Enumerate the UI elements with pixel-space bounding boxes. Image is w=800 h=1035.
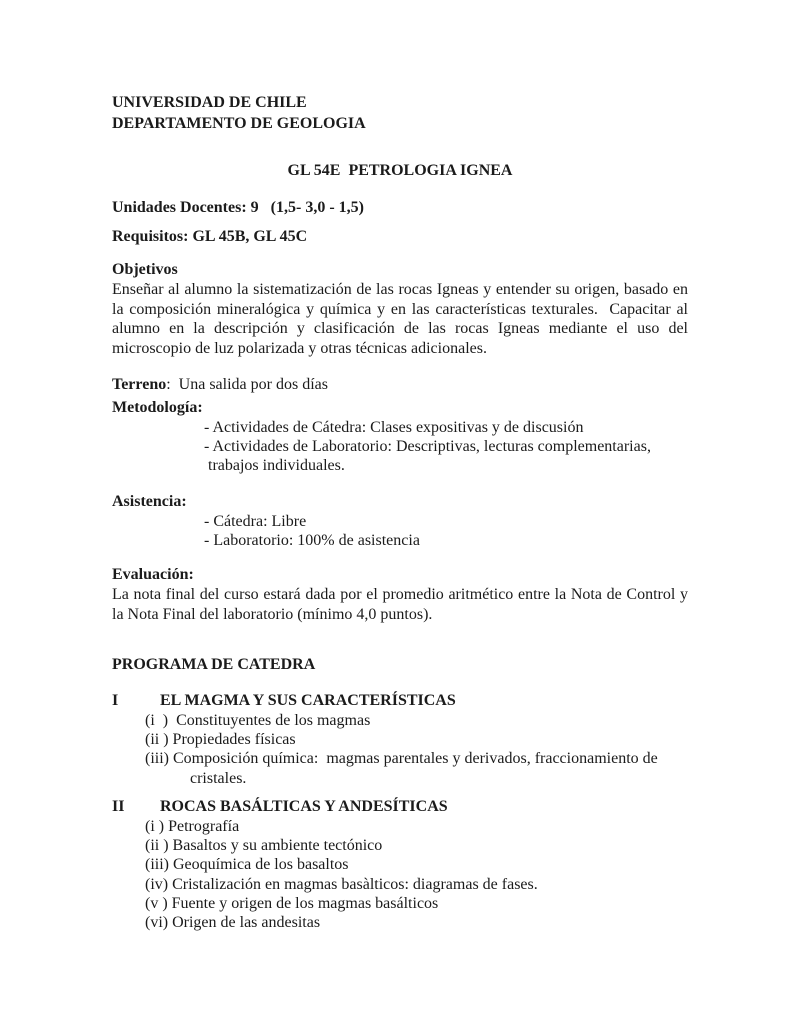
objetivos-heading: Objetivos <box>112 261 178 278</box>
section-item: (iii) Composición química: magmas parentales y derivados, fraccionamiento de <box>145 750 658 768</box>
metodologia-heading: Metodología: <box>112 398 203 416</box>
programa-section-1-head <box>112 691 688 711</box>
section-title: EL MAGMA Y SUS CARACTERÍSTICAS <box>160 691 456 709</box>
evaluacion-heading: Evaluación: <box>112 566 194 584</box>
document-content <box>112 0 692 933</box>
programa-heading: PROGRAMA DE CATEDRA <box>112 655 316 673</box>
section-item-continuation: cristales. <box>190 769 247 787</box>
section-item: (iii) Geoquímica de los basaltos <box>145 856 349 874</box>
section-item: (i ) Constituyentes de los magmas <box>145 711 371 729</box>
department-name: DEPARTAMENTO DE GEOLOGIA <box>112 115 366 132</box>
terreno-value: : Una salida por dos días <box>166 375 328 393</box>
asistencia-heading: Asistencia: <box>112 492 187 510</box>
section-numeral: II <box>112 797 125 815</box>
asistencia-list <box>112 512 688 551</box>
metodologia-item-continuation: trabajos individuales. <box>208 457 345 475</box>
section-item: (vi) Origen de las andesitas <box>145 914 321 932</box>
course-title: GL 54E PETROLOGIA IGNEA <box>287 162 513 179</box>
unidades-docentes-line: Unidades Docentes: 9 (1,5- 3,0 - 1,5) <box>112 199 364 216</box>
metodologia-item: - Actividades de Cátedra: Clases expositivas y de discusión <box>204 418 584 436</box>
asistencia-item: - Laboratorio: 100% de asistencia <box>204 532 420 549</box>
section-item: (ii ) Basaltos y su ambiente tectónico <box>145 837 383 855</box>
section-item: (ii ) Propiedades físicas <box>145 731 296 748</box>
section-numeral: I <box>112 691 119 709</box>
objetivos-body: Enseñar al alumno la sistematización de las rocas Igneas y entender su origen, basado en la composición mineralógica y química y en las características texturales. Capacitar al alumno en la descripción y clasificación de las rocas Igneas mediante el uso del microscopio de luz polarizada y otras técnicas adicionales. <box>112 281 692 358</box>
letterhead <box>112 0 688 134</box>
metodologia-item: - Actividades de Laboratorio: Descriptivas, lecturas complementarias, <box>204 438 651 456</box>
section-item: (v ) Fuente y origen de los magmas basálticos <box>145 895 439 913</box>
programa-section-1-items <box>112 711 688 788</box>
evaluacion-body: La nota final del curso estará dada por el promedio aritmético entre la Nota de Control y la Nota Final del laboratorio (mínimo 4,0 puntos). <box>112 586 692 623</box>
metodologia-list <box>112 418 688 476</box>
terreno-line <box>112 375 688 395</box>
section-item: (i ) Petrografía <box>145 817 240 835</box>
requisitos-line: Requisitos: GL 45B, GL 45C <box>112 228 308 245</box>
section-title: ROCAS BASÁLTICAS Y ANDESÍTICAS <box>160 797 448 815</box>
programa-section-2-head <box>112 797 688 817</box>
terreno-label: Terreno <box>112 375 167 393</box>
university-name: UNIVERSIDAD DE CHILE <box>112 94 307 111</box>
section-item: (iv) Cristalización en magmas basàlticos: diagramas de fases. <box>145 875 538 893</box>
asistencia-item: - Cátedra: Libre <box>204 512 307 530</box>
programa-section-2-items <box>112 817 688 933</box>
